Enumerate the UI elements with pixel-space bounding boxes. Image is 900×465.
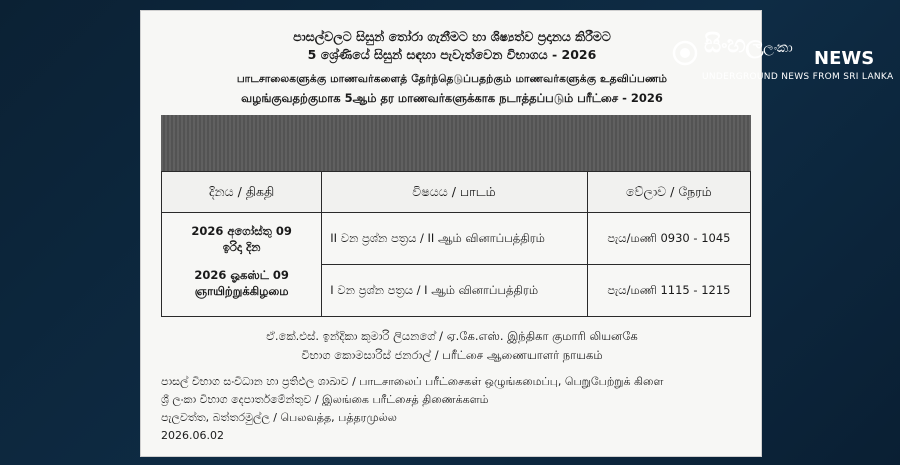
address-branch: පාසල් විභාග සංවිධාන හා ප්‍රතිඵල ශාඛාව / பாடசாலைப் பரீட்சைகள் ஒழுங்கமைப்பு, பெறுபேற்றுக் கிளை <box>161 375 664 388</box>
date-sinhala: 2026 අගෝස්තු 09 <box>191 224 292 238</box>
column-header-time: වේලාව / நேரம் <box>587 172 750 213</box>
table-header-row <box>162 172 751 213</box>
header-tamil-line-1: பாடசாலைகளுக்கு மாணவர்களைத் தேர்ந்தெடுப்பதற்கும் மாணவர்களுக்கு உதவிப்பணம் <box>236 73 668 85</box>
table-row <box>162 213 751 265</box>
day-sinhala: ඉරිදා දින <box>222 240 261 254</box>
date-tamil: 2026 ஓகஸ்ட் 09 <box>194 268 289 282</box>
watermark-logo <box>672 30 894 88</box>
subject-cell: I වන ප්‍රශ්න පත්‍රය / I ஆம் வினாப்பத்திரம் <box>322 265 588 317</box>
header-tamil-line-2: வழங்குவதற்குமாக 5ஆம் தர மாணவர்களுக்காக நடாத்தப்படும் பரீட்சை - 2026 <box>241 91 663 105</box>
signatory-title: විභාග කොමසාරිස් ජනරාල් / பரீட்சை ஆணையாளர் நாயகம் <box>301 348 603 362</box>
time-cell: පැය/மணி 0930 - 1045 <box>587 213 750 265</box>
logo-name: සිංහලලංකා <box>704 30 793 58</box>
logo-news-word: NEWS <box>814 48 875 69</box>
logo-emblem-icon <box>672 40 698 66</box>
header-sinhala-line-1: පාසල්වලට සිසුන් තෝරා ගැනීමට හා ශිෂ්‍යත්ව ප්‍රදානය කිරීමට <box>293 29 611 44</box>
exam-notice-document <box>140 10 762 457</box>
redacted-band <box>161 115 751 171</box>
date-cell <box>162 213 322 317</box>
address-department: ශ්‍රී ලංකා විභාග දෙපාර්තමේන්තුව / இலங்கை பரீட்சைத் திணைக்களம் <box>161 393 489 406</box>
signatory-name: ඒ.කේ.එස්. ඉන්දිකා කුමාරි ලියනගේ / ஏ.கே.எஸ். இந்திகா குமாரி லியனகே <box>266 329 638 343</box>
time-cell: පැය/மணி 1115 - 1215 <box>587 265 750 317</box>
subject-cell: II වන ප්‍රශ්න පත්‍රය / II ஆம் வினாப்பத்திரம் <box>322 213 588 265</box>
header-sinhala-line-2: 5 ශ්‍රේණියේ සිසුන් සඳහා පැවැත්වෙන විභාගය - 2026 <box>307 47 597 62</box>
column-header-date: දිනය / திகதி <box>162 172 322 213</box>
address-location: පැලවත්ත, බත්තරමුල්ල / பெலவத்த, பத்தரமுல்ல <box>161 411 397 424</box>
column-header-subject: විෂයය / பாடம் <box>322 172 588 213</box>
schedule-table <box>161 171 751 317</box>
logo-tagline: UNDERGROUND NEWS FROM SRI LANKA <box>702 72 894 82</box>
day-tamil: ஞாயிற்றுக்கிழமை <box>194 284 289 298</box>
document-date: 2026.06.02 <box>161 429 224 442</box>
